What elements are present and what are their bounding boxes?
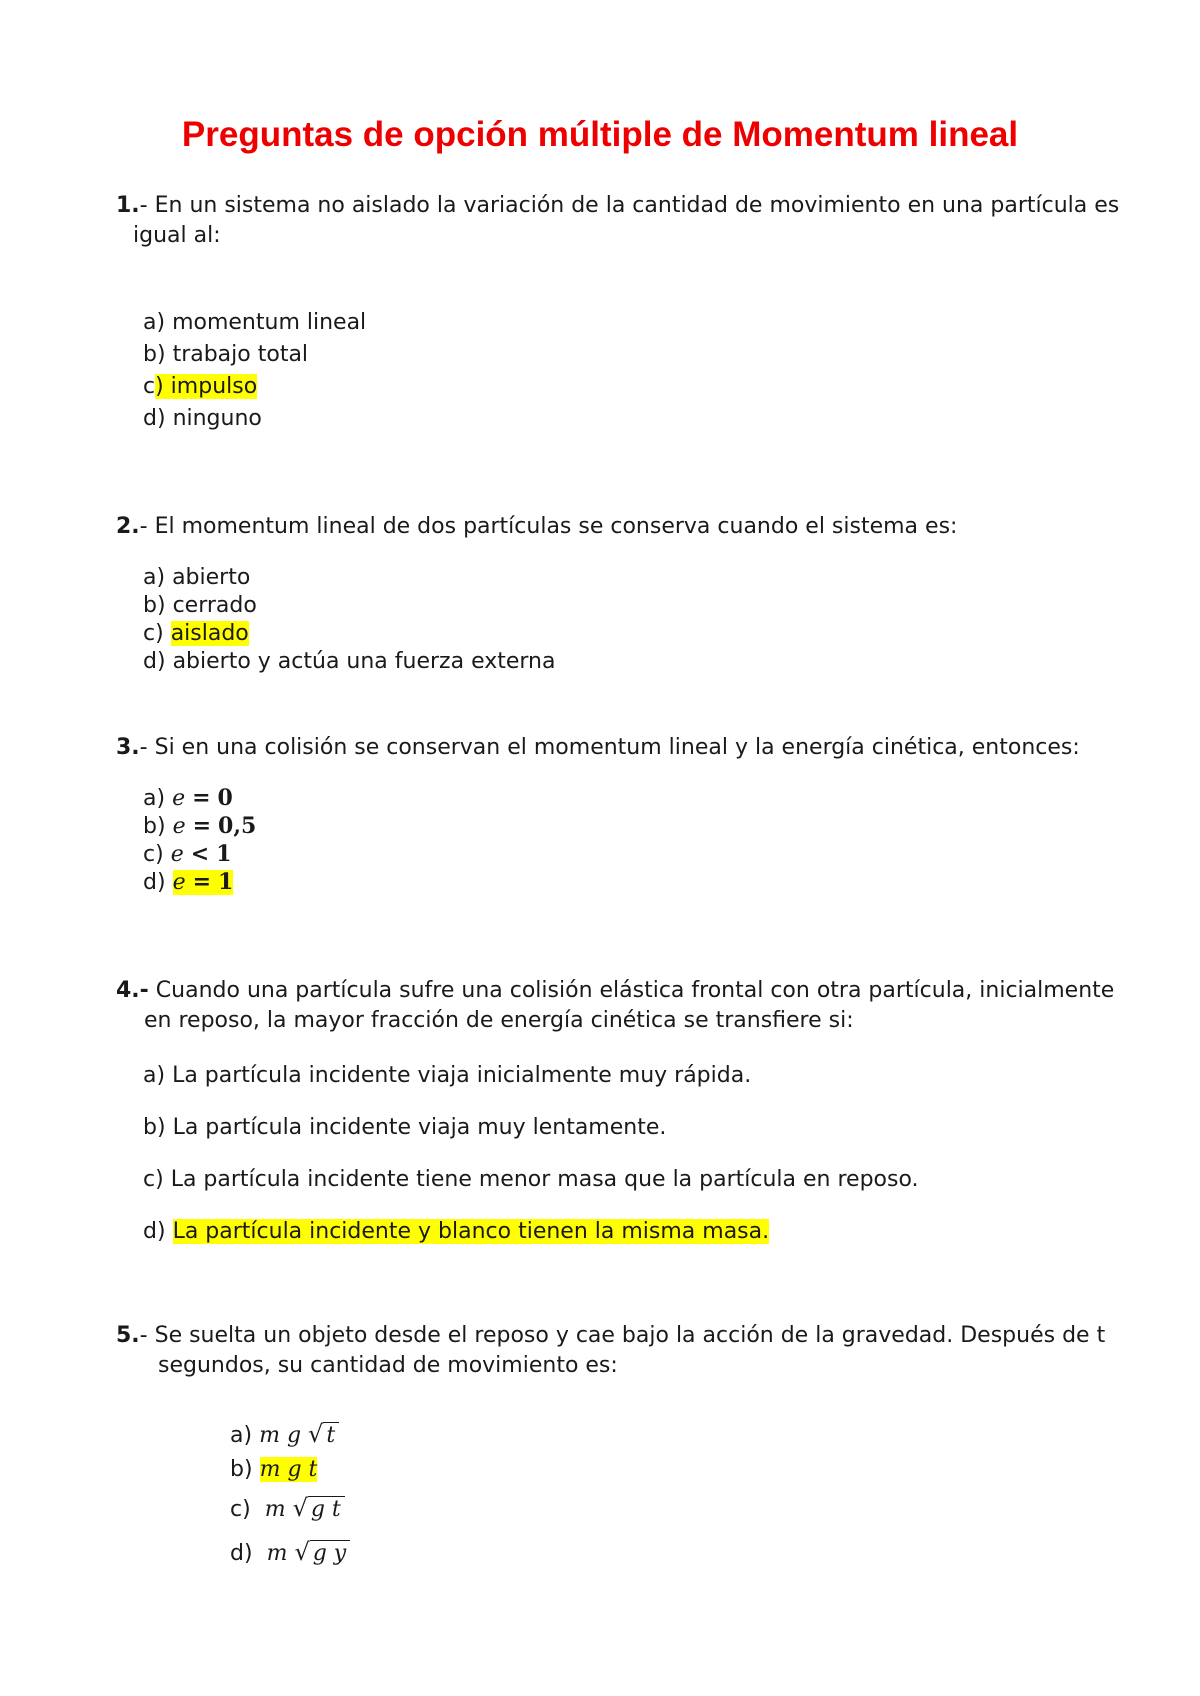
option-2d	[143, 648, 555, 676]
option-4d-correct	[143, 1218, 769, 1246]
option-letter: b)	[143, 342, 166, 367]
math-expression	[172, 786, 233, 811]
option-1c-correct	[143, 373, 257, 401]
math-var: e	[170, 842, 184, 867]
option-text: trabajo total	[172, 342, 309, 367]
math-op: <	[190, 841, 210, 867]
sqrt-icon: √ t	[308, 1420, 339, 1450]
question-text-line: segundos, su cantidad de movimiento es:	[158, 1353, 618, 1378]
option-letter: b)	[143, 1115, 166, 1140]
question-number: 5.	[116, 1323, 140, 1348]
math-radicand: g y	[310, 1540, 351, 1566]
math-var: e	[172, 814, 186, 839]
math-var: m	[264, 1497, 286, 1522]
math-var: t	[308, 1457, 318, 1482]
option-letter: c)	[230, 1497, 251, 1522]
option-text-highlighted: aislado	[170, 621, 249, 646]
math-expression	[259, 1420, 339, 1448]
question-4	[116, 976, 1114, 1036]
math-expression	[264, 1494, 345, 1522]
option-text-highlighted: La partícula incidente y blanco tienen la misma masa.	[172, 1219, 770, 1244]
option-letter: c)	[143, 1167, 164, 1192]
question-3	[116, 733, 1080, 763]
option-text: momentum lineal	[172, 310, 367, 335]
option-letter: b)	[230, 1457, 253, 1482]
option-letter: d)	[143, 649, 166, 674]
option-letter: d)	[143, 406, 166, 431]
math-expression-highlighted	[173, 870, 234, 895]
math-value: 0,5	[218, 813, 257, 839]
option-letter: b)	[143, 593, 166, 618]
option-letter: c	[143, 374, 156, 399]
option-text: La partícula incidente viaja muy lentamente.	[172, 1115, 667, 1140]
question-text-line: - Si en una colisión se conservan el momentum lineal y la energía cinética, entonces:	[139, 735, 1080, 760]
option-2a	[143, 564, 250, 592]
math-var: e	[172, 870, 186, 895]
math-var: g	[286, 1423, 302, 1448]
option-text: cerrado	[172, 593, 257, 618]
option-letter: a)	[143, 786, 166, 811]
question-text-line: igual al:	[133, 223, 221, 248]
option-letter: b)	[143, 814, 166, 839]
option-5c	[230, 1494, 345, 1524]
option-4c	[143, 1166, 919, 1194]
math-op: =	[192, 813, 212, 839]
option-text: ninguno	[172, 406, 262, 431]
option-4b	[143, 1114, 666, 1142]
option-2c-correct	[143, 620, 249, 648]
question-2	[116, 512, 957, 542]
math-op: =	[192, 785, 211, 811]
option-letter: a)	[230, 1423, 253, 1448]
option-5d	[230, 1538, 350, 1568]
math-var: e	[172, 786, 186, 811]
question-number: 4.-	[116, 978, 149, 1003]
option-letter: a)	[143, 565, 166, 590]
math-expression	[266, 1538, 351, 1566]
option-letter: d)	[143, 870, 166, 895]
page-title: Preguntas de opción múltiple de Momentum lineal	[181, 115, 1019, 154]
math-var: m	[259, 1423, 280, 1448]
math-value: 1	[218, 869, 234, 895]
option-text: La partícula incidente tiene menor masa que la partícula en reposo.	[170, 1167, 919, 1192]
question-text-line: en reposo, la mayor fracción de energía cinética se transfiere si:	[144, 1008, 854, 1033]
question-number: 2.	[116, 514, 140, 539]
math-expression	[171, 842, 232, 867]
option-3a	[143, 784, 233, 813]
math-value: 0	[217, 785, 233, 811]
question-number: 3.	[116, 735, 140, 760]
option-letter: d)	[230, 1541, 253, 1566]
question-text-line: - El momentum lineal de dos partículas se conserva cuando el sistema es:	[139, 514, 958, 539]
option-5b-correct	[230, 1456, 317, 1484]
math-radicand: t	[323, 1422, 339, 1448]
sqrt-icon: √ g t	[293, 1494, 345, 1524]
option-letter: a)	[143, 1063, 166, 1088]
math-expression-highlighted	[260, 1457, 318, 1482]
question-text-line: - En un sistema no aislado la variación de la cantidad de movimiento en una partícula es	[139, 193, 1120, 218]
option-letter: c)	[143, 621, 164, 646]
option-text: abierto	[172, 565, 251, 590]
option-letter: a)	[143, 310, 166, 335]
math-var: m	[259, 1457, 281, 1482]
option-1b	[143, 341, 308, 369]
question-1	[116, 191, 1119, 251]
option-3d-correct	[143, 868, 233, 897]
sqrt-icon: √ g y	[294, 1538, 350, 1568]
option-1a	[143, 309, 366, 337]
option-5a	[230, 1420, 339, 1450]
question-number: 1.	[116, 193, 140, 218]
option-text: abierto y actúa una fuerza externa	[172, 649, 556, 674]
math-radicand: g t	[308, 1496, 345, 1522]
math-var: m	[266, 1541, 288, 1566]
question-5	[116, 1321, 1105, 1381]
option-3c	[143, 840, 231, 869]
question-text-line: - Se suelta un objeto desde el reposo y cae bajo la acción de la gravedad. Después de t	[139, 1323, 1106, 1348]
question-text-line: Cuando una partícula sufre una colisión elástica frontal con otra partícula, inicialmente	[148, 978, 1115, 1003]
option-letter: c)	[143, 842, 164, 867]
option-text: La partícula incidente viaja inicialmente muy rápida.	[172, 1063, 752, 1088]
math-var: g	[287, 1457, 302, 1482]
option-1d	[143, 405, 262, 433]
option-text-highlighted: ) impulso	[155, 374, 258, 399]
math-value: 1	[216, 841, 232, 867]
math-op: =	[192, 869, 212, 895]
option-2b	[143, 592, 257, 620]
math-expression	[173, 814, 257, 839]
option-3b	[143, 812, 256, 841]
option-4a	[143, 1062, 751, 1090]
option-letter: d)	[143, 1219, 166, 1244]
